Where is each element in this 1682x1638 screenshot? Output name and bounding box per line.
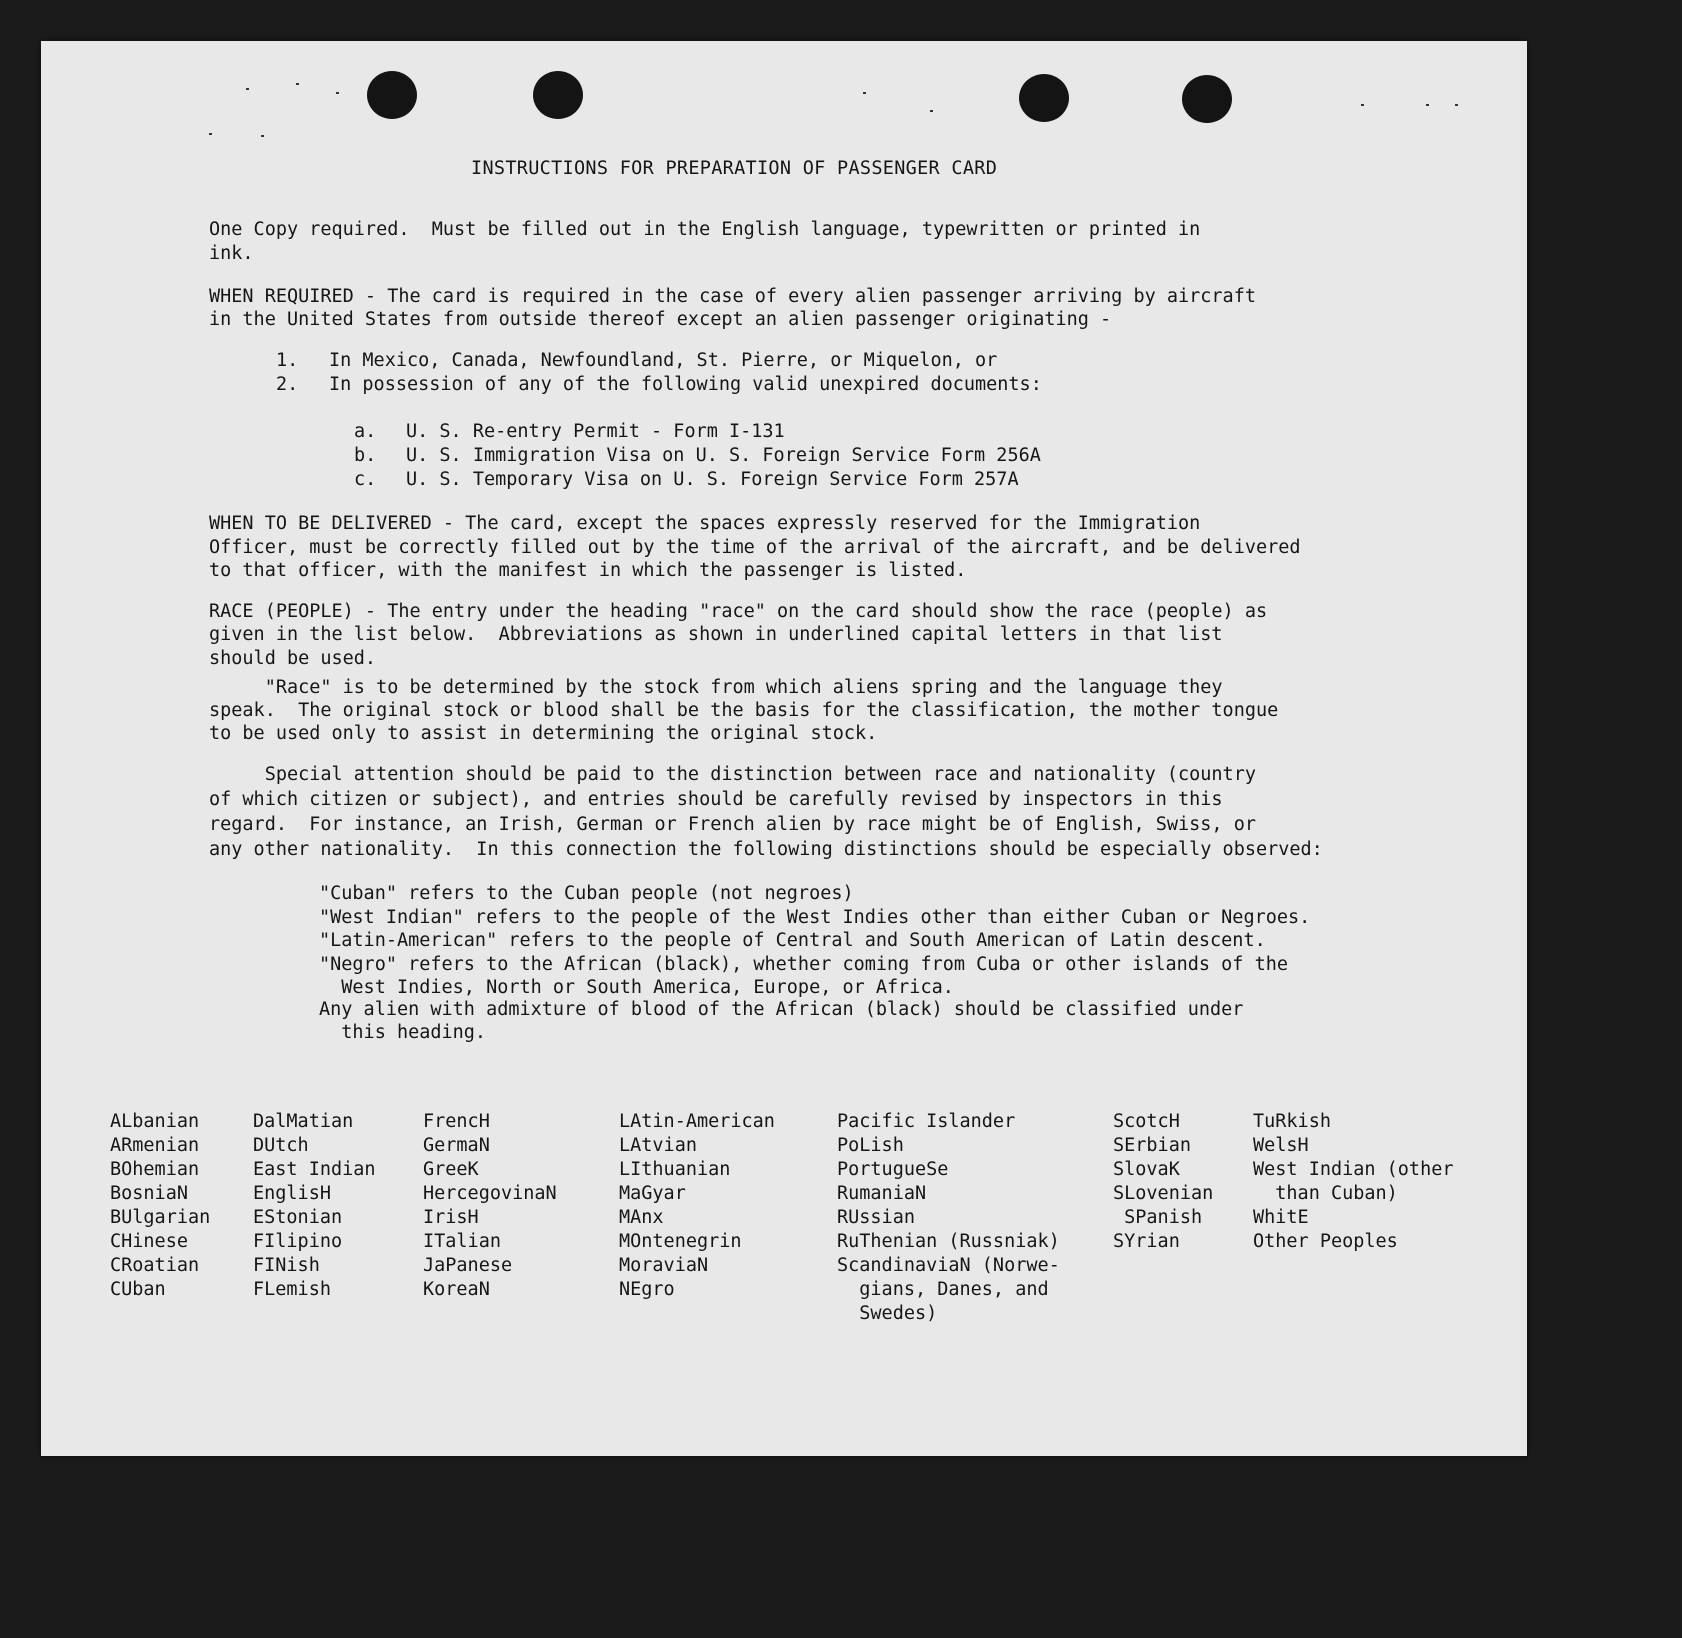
race-entry: gians, Danes, and (837, 1279, 1049, 1300)
when-required-line-2: in the United States from outside thereof except an alien passenger originating - (209, 309, 1112, 330)
race-para2-line-2: speak. The original stock or blood shall be the basis for the classification, the mother tongue (209, 700, 1279, 721)
intro-line-1: One Copy required. Must be filled out in the English language, typewritten or printed in (209, 219, 1201, 240)
list-text: In possession of any of the following valid unexpired documents: (329, 374, 1042, 395)
speck (930, 110, 933, 112)
distinction-line: this heading. (319, 1022, 487, 1043)
race-entry: Swedes) (837, 1303, 938, 1324)
distinction-line: "Cuban" refers to the Cuban people (not negroes) (319, 883, 854, 904)
list-text: In Mexico, Canada, Newfoundland, St. Pierre, or Miquelon, or (329, 350, 998, 371)
race-entry: MoraviaN (619, 1255, 709, 1276)
when-delivered-line-3: to that officer, with the manifest in which the passenger is listed. (209, 560, 967, 581)
race-entry: EStonian (253, 1207, 343, 1228)
race-column (423, 1110, 557, 1302)
race-entry: Other Peoples (1253, 1231, 1398, 1252)
race-entry: LIthuanian (619, 1159, 731, 1180)
race-entry: ScandinaviaN (Norwe- (837, 1255, 1060, 1276)
race-entry: RuThenian (Russniak) (837, 1231, 1060, 1252)
race-entry: HercegovinaN (423, 1183, 557, 1204)
race-entry: ALbanian (110, 1111, 200, 1132)
race-entry: JaPanese (423, 1255, 513, 1276)
race-para3-line-2: of which citizen or subject), and entries should be carefully revised by inspectors in this (209, 789, 1223, 810)
sublist-letter: b. (354, 445, 377, 466)
race-column (837, 1110, 1060, 1326)
race-entry: SYrian (1113, 1231, 1180, 1252)
race-para3-line-4: any other nationality. In this connection the following distinctions should be especially observed: (209, 839, 1323, 860)
speck (296, 83, 299, 85)
race-entry: than Cuban) (1253, 1183, 1398, 1204)
sublist-text: U. S. Temporary Visa on U. S. Foreign Service Form 257A (406, 469, 1019, 490)
speck (1455, 104, 1458, 106)
race-entry: EnglisH (253, 1183, 331, 1204)
sublist-letter: c. (354, 469, 377, 490)
when-delivered-line-1: WHEN TO BE DELIVERED - The card, except the spaces expressly reserved for the Immigration (209, 513, 1201, 534)
punch-hole (367, 71, 417, 119)
distinction-line: Any alien with admixture of blood of the African (black) should be classified under (319, 999, 1244, 1020)
race-entry: FLemish (253, 1279, 331, 1300)
race-entry: RUssian (837, 1207, 915, 1228)
race-column (110, 1110, 210, 1302)
race-entry: PortugueSe (837, 1159, 949, 1180)
speck (209, 133, 212, 135)
race-entry: SLovenian (1113, 1183, 1214, 1204)
speck (246, 88, 249, 90)
distinction-line: West Indies, North or South America, Europe, or Africa. (319, 977, 954, 998)
punch-hole (1019, 74, 1069, 122)
race-entry: RumaniaN (837, 1183, 927, 1204)
race-entry: DUtch (253, 1135, 309, 1156)
sublist-text: U. S. Immigration Visa on U. S. Foreign Service Form 256A (406, 445, 1041, 466)
speck (863, 92, 866, 94)
sublist-text: U. S. Re-entry Permit - Form I-131 (406, 421, 785, 442)
race-column (253, 1110, 376, 1302)
race-para1-line-1: RACE (PEOPLE) - The entry under the heading "race" on the card should show the race (people) as (209, 601, 1268, 622)
intro-line-2: ink. (209, 243, 254, 264)
race-entry: ITalian (423, 1231, 501, 1252)
race-entry: KoreaN (423, 1279, 490, 1300)
document-title: INSTRUCTIONS FOR PREPARATION OF PASSENGER CARD (471, 158, 998, 179)
race-entry: WhitE (1253, 1207, 1309, 1228)
race-entry: DalMatian (253, 1111, 354, 1132)
race-entry: FINish (253, 1255, 320, 1276)
race-entry: IrisH (423, 1207, 479, 1228)
race-entry: ARmenian (110, 1135, 200, 1156)
speck (1426, 104, 1429, 106)
race-entry: Pacific Islander (837, 1111, 1016, 1132)
race-entry: TuRkish (1253, 1111, 1331, 1132)
race-entry: SPanish (1113, 1207, 1203, 1228)
race-entry: GermaN (423, 1135, 490, 1156)
distinction-line: "Latin-American" refers to the people of Central and South American of Latin descent. (319, 930, 1266, 951)
sublist-letter: a. (354, 421, 377, 442)
speck (261, 135, 264, 137)
race-entry: BUlgarian (110, 1207, 211, 1228)
distinction-line: "Negro" refers to the African (black), whether coming from Cuba or other islands of the (319, 954, 1289, 975)
race-entry: NEgro (619, 1279, 675, 1300)
race-entry: CUban (110, 1279, 166, 1300)
race-entry: CHinese (110, 1231, 188, 1252)
when-delivered-line-2: Officer, must be correctly filled out by the time of the arrival of the aircraft, and be delivered (209, 537, 1301, 558)
list-number: 2. (276, 374, 299, 395)
race-para1-line-2: given in the list below. Abbreviations as shown in underlined capital letters in that list (209, 624, 1223, 645)
race-entry: ScotcH (1113, 1111, 1180, 1132)
race-entry: West Indian (other (1253, 1159, 1454, 1180)
race-entry: MOntenegrin (619, 1231, 742, 1252)
race-entry: FIlipino (253, 1231, 343, 1252)
race-entry: LAtvian (619, 1135, 697, 1156)
document-page (41, 41, 1527, 1456)
punch-hole (1182, 75, 1232, 123)
list-number: 1. (276, 350, 299, 371)
distinction-line: "West Indian" refers to the people of the West Indies other than either Cuban or Negroes. (319, 907, 1311, 928)
race-column (1253, 1110, 1453, 1254)
race-entry: LAtin-American (619, 1111, 775, 1132)
race-para3-line-1: Special attention should be paid to the distinction between race and nationality (country (209, 764, 1256, 785)
speck (1361, 104, 1364, 106)
race-entry: WelsH (1253, 1135, 1309, 1156)
race-entry: BosniaN (110, 1183, 188, 1204)
race-para1-line-3: should be used. (209, 648, 377, 669)
race-entry: SlovaK (1113, 1159, 1180, 1180)
race-column (1113, 1110, 1213, 1254)
race-column (619, 1110, 775, 1302)
race-entry: SErbian (1113, 1135, 1191, 1156)
race-para2-line-1: "Race" is to be determined by the stock from which aliens spring and the language they (209, 677, 1223, 698)
when-required-line-1: WHEN REQUIRED - The card is required in the case of every alien passenger arriving by aircraft (209, 286, 1256, 307)
race-entry: BOhemian (110, 1159, 200, 1180)
race-entry: PoLish (837, 1135, 904, 1156)
race-entry: GreeK (423, 1159, 479, 1180)
race-entry: MAnx (619, 1207, 664, 1228)
race-para2-line-3: to be used only to assist in determining the original stock. (209, 723, 878, 744)
speck (336, 92, 339, 94)
punch-hole (533, 71, 583, 119)
race-para3-line-3: regard. For instance, an Irish, German or French alien by race might be of English, Swiss, or (209, 814, 1256, 835)
race-entry: MaGyar (619, 1183, 686, 1204)
race-entry: East Indian (253, 1159, 376, 1180)
race-entry: FrencH (423, 1111, 490, 1132)
race-entry: CRoatian (110, 1255, 200, 1276)
